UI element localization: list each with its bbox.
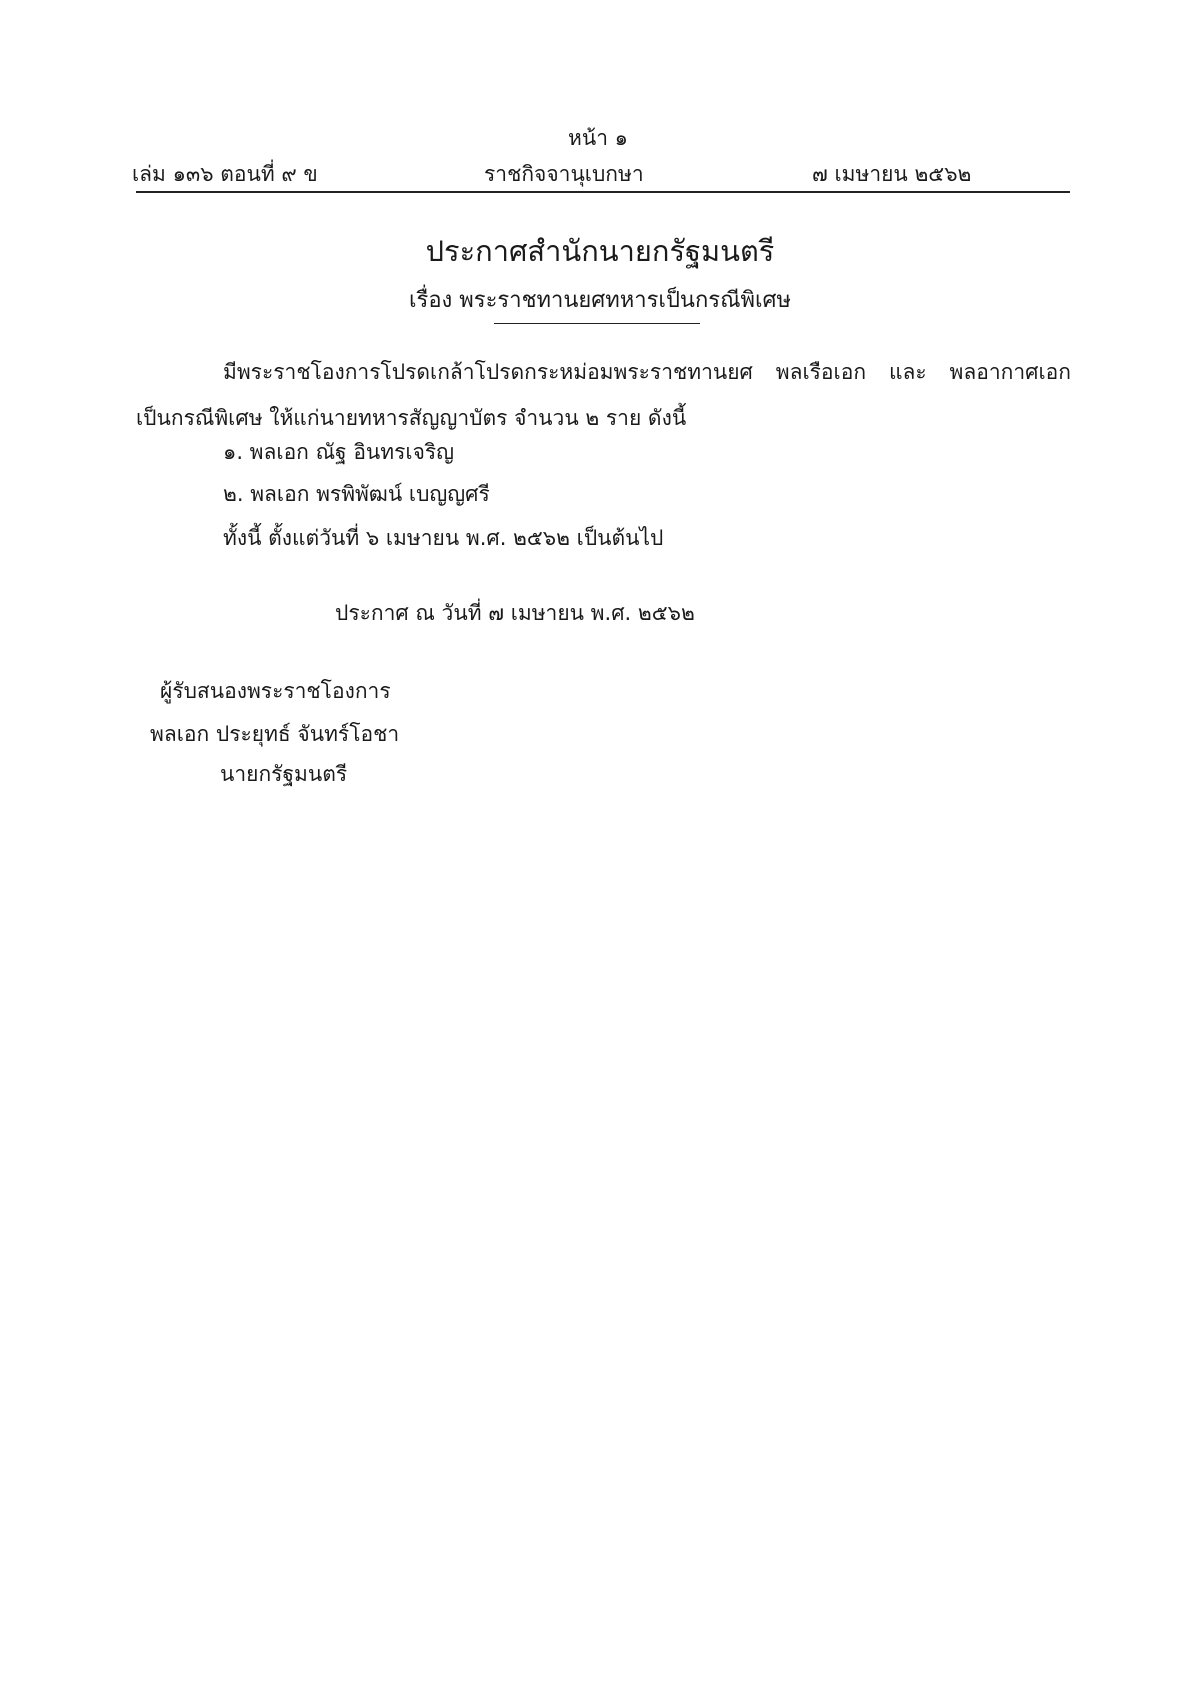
- signatory-title: นายกรัฐมนตรี: [220, 762, 348, 786]
- signature-role: ผู้รับสนองพระราชโองการ: [160, 679, 391, 703]
- paragraph-word: พลเรือเอก: [775, 360, 867, 384]
- paragraph-word: มีพระราชโองการโปรดเกล้าโปรดกระหม่อมพระราชทานยศ: [223, 360, 753, 384]
- header-date: ๗ เมษายน ๒๕๖๒: [812, 162, 972, 186]
- paragraph-line-1: [223, 356, 1071, 389]
- volume-issue: เล่ม ๑๓๖ ตอนที่ ๙ ข: [132, 162, 318, 186]
- paragraph-word: พลอากาศเอก: [949, 360, 1071, 384]
- document-title: ประกาศสำนักนายกรัฐมนตรี: [425, 234, 775, 268]
- list-item: ๑. พลเอก ณัฐ อินทรเจริญ: [223, 440, 455, 464]
- gazette-name: ราชกิจจานุเบกษา: [484, 162, 644, 186]
- paragraph-word: และ: [888, 360, 927, 384]
- list-item: ๒. พลเอก พรพิพัฒน์ เบญญศรี: [223, 482, 490, 506]
- paragraph-line-2: เป็นกรณีพิเศษ ให้แก่นายทหารสัญญาบัตร จำนวน ๒ ราย ดังนี้: [136, 406, 687, 430]
- document-subject: เรื่อง พระราชทานยศทหารเป็นกรณีพิเศษ: [408, 288, 791, 313]
- page-number: หน้า ๑: [568, 126, 628, 150]
- signatory-name: พลเอก ประยุทธ์ จันทร์โอชา: [150, 722, 400, 746]
- title-divider: [494, 323, 700, 324]
- header-divider: [136, 191, 1070, 193]
- effective-date: ทั้งนี้ ตั้งแต่วันที่ ๖ เมษายน พ.ศ. ๒๕๖๒ เป็นต้นไป: [223, 526, 664, 550]
- announcement-date: ประกาศ ณ วันที่ ๗ เมษายน พ.ศ. ๒๕๖๒: [335, 601, 695, 625]
